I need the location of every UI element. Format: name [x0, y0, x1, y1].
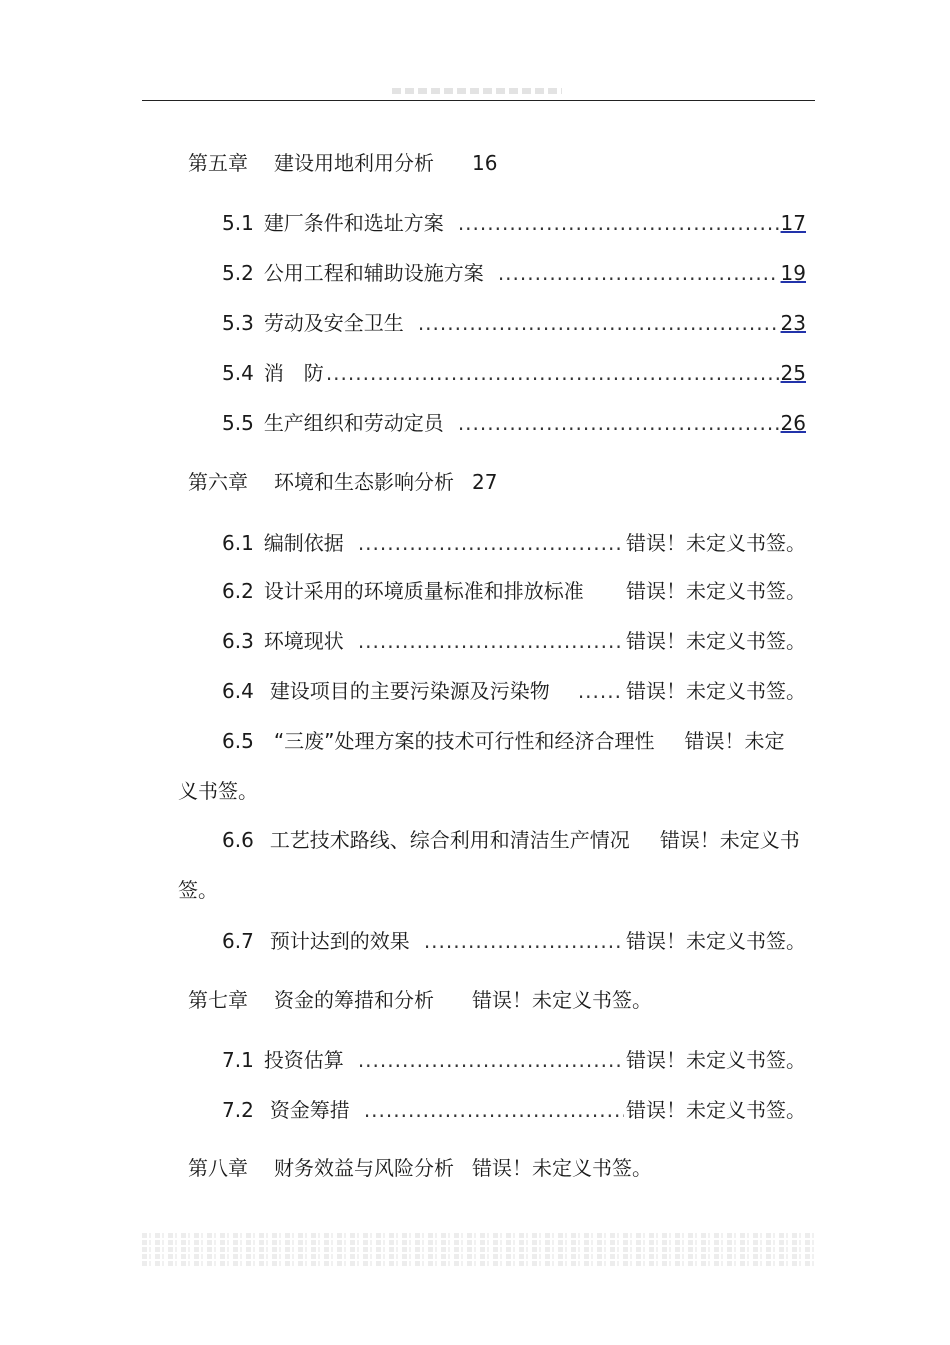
toc-entry-5-1[interactable]: [222, 210, 806, 236]
leader-dots: [418, 310, 779, 336]
entry-title: 编制依据: [263, 531, 344, 555]
entry-page-error: 错误！未定义书签。: [626, 1098, 806, 1122]
toc-entry-6-2[interactable]: [222, 578, 806, 604]
leader-dots: [358, 1047, 624, 1073]
entry-title: 劳动及安全卫生: [263, 311, 404, 335]
toc-entry-6-6[interactable]: [178, 815, 818, 915]
entry-number: 6.6: [222, 828, 254, 852]
entry-page-error-continued: 签。: [178, 878, 218, 902]
entry-title: 公用工程和辅助设施方案: [263, 261, 484, 285]
entry-title: 投资估算: [263, 1048, 344, 1072]
entry-page-error: 错误！未定义书签。: [626, 629, 806, 653]
leader-dots: [358, 628, 624, 654]
entry-number: 6.4: [222, 679, 254, 703]
entry-number: 6.2: [222, 579, 254, 603]
chapter-label: 第五章: [188, 151, 248, 175]
entry-title: 预计达到的效果: [269, 929, 410, 953]
toc-chapter-8[interactable]: [188, 1155, 652, 1181]
leader-dots: [326, 360, 779, 386]
entry-page-error: 错误！未定义书签。: [626, 1048, 806, 1072]
toc-entry-6-1[interactable]: [222, 530, 806, 556]
toc-entry-7-1[interactable]: [222, 1047, 806, 1073]
entry-title: 设计采用的环境质量标准和排放标准: [263, 579, 584, 603]
chapter-title: 建设用地利用分析: [274, 151, 434, 175]
entry-number: 5.4: [222, 361, 254, 385]
leader-dots: [578, 678, 624, 704]
toc-entry-6-5[interactable]: [178, 716, 818, 816]
toc-entry-5-3[interactable]: [222, 310, 806, 336]
entry-number: 6.5: [222, 729, 254, 753]
entry-number: 6.1: [222, 531, 254, 555]
chapter-title: 环境和生态影响分析: [274, 470, 454, 494]
leader-dots: [364, 1097, 624, 1123]
leader-dots: [498, 260, 779, 286]
leader-dots: [458, 210, 779, 236]
entry-page-error: 错误！未定义书签。: [626, 929, 806, 953]
entry-page-error: 错误！未定义书签。: [626, 531, 806, 555]
entry-title: 建设项目的主要污染源及污染物: [269, 679, 550, 703]
toc-entry-7-2[interactable]: [222, 1097, 806, 1123]
entry-number: 5.5: [222, 411, 254, 435]
entry-title: 资金筹措: [269, 1098, 350, 1122]
chapter-page: 16: [472, 151, 498, 175]
entry-title: 建厂条件和选址方案: [263, 211, 444, 235]
entry-page-error: 错误！未定义书签。: [626, 579, 806, 603]
chapter-page: 错误！未定义书签。: [472, 988, 652, 1012]
toc-entry-6-7[interactable]: [222, 928, 806, 954]
entry-page-error: 错误！未定义书签。: [626, 679, 806, 703]
page-footer-text: [142, 1232, 815, 1266]
entry-number: 5.1: [222, 211, 254, 235]
chapter-page: 27: [472, 470, 498, 494]
toc-entry-6-3[interactable]: [222, 628, 806, 654]
entry-number: 6.7: [222, 929, 254, 953]
entry-title: “三废”处理方案的技术可行性和经济合理性: [273, 729, 655, 753]
toc-chapter-5[interactable]: [188, 150, 497, 176]
entry-number: 5.2: [222, 261, 254, 285]
entry-page-error: 错误！未定: [684, 729, 785, 753]
leader-dots: [358, 530, 624, 556]
toc-entry-5-4[interactable]: [222, 360, 806, 386]
chapter-page: 错误！未定义书签。: [472, 1156, 652, 1180]
entry-number: 5.3: [222, 311, 254, 335]
leader-dots: [458, 410, 779, 436]
chapter-label: 第六章: [188, 470, 248, 494]
entry-page-link[interactable]: 17: [780, 211, 806, 235]
entry-number: 7.2: [222, 1098, 254, 1122]
leader-dots: [424, 928, 624, 954]
entry-page-link[interactable]: 19: [780, 261, 806, 285]
entry-page-link[interactable]: 23: [780, 311, 806, 335]
chapter-label: 第七章: [188, 988, 248, 1012]
entry-page-error: 错误！未定义书: [659, 828, 800, 852]
chapter-title: 资金的筹措和分析: [274, 988, 434, 1012]
entry-page-error-continued: 义书签。: [178, 779, 258, 803]
entry-title: 工艺技术路线、综合利用和清洁生产情况: [269, 828, 630, 852]
entry-title: 环境现状: [263, 629, 344, 653]
toc-entry-5-2[interactable]: [222, 260, 806, 286]
toc-chapter-6[interactable]: [188, 469, 497, 495]
entry-title: 生产组织和劳动定员: [263, 411, 444, 435]
entry-page-link[interactable]: 25: [780, 361, 806, 385]
chapter-title: 财务效益与风险分析: [274, 1156, 454, 1180]
chapter-label: 第八章: [188, 1156, 248, 1180]
entry-number: 7.1: [222, 1048, 254, 1072]
toc-entry-6-4[interactable]: [222, 678, 806, 704]
entry-page-link[interactable]: 26: [780, 411, 806, 435]
toc-chapter-7[interactable]: [188, 987, 652, 1013]
entry-number: 6.3: [222, 629, 254, 653]
toc-entry-5-5[interactable]: [222, 410, 806, 436]
entry-title: 消 防: [263, 361, 324, 385]
